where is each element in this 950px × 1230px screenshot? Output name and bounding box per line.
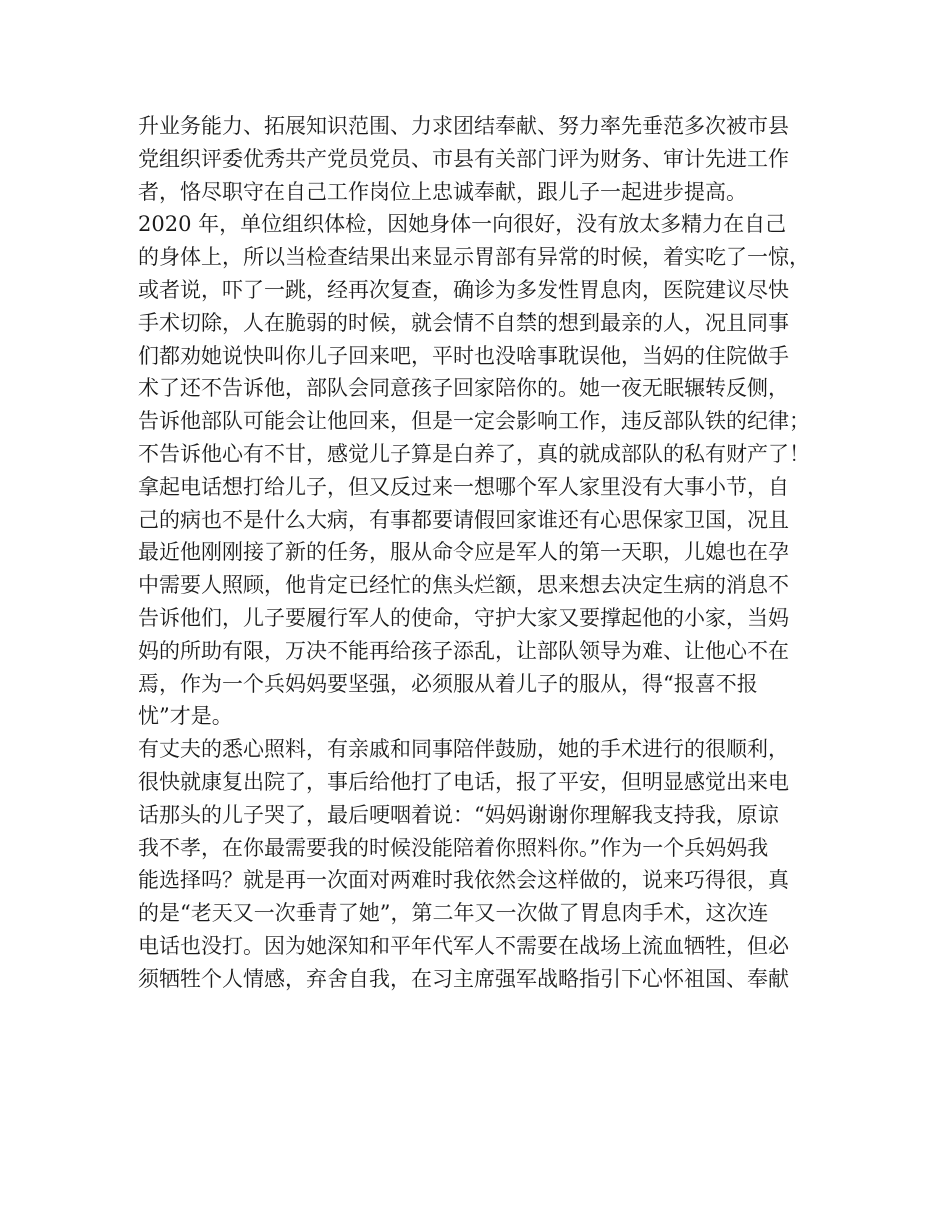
text-line: 党组织评委优秀共产党员党员、市县有关部门评为财务、审计先进工作 [138,146,789,171]
text-line: 焉，作为一个兵妈妈要坚强，必须服从着儿子的服从，得“报喜不报 [138,671,758,696]
text-line: 话那头的儿子哭了，最后哽咽着说：“妈妈谢谢你理解我支持我，原谅 [138,802,779,827]
text-line: 拿起电话想打给儿子，但又反过来一想哪个军人家里没有大事小节，自 [138,474,789,499]
text-line: 2020 年，单位组织体检，因她身体一向很好，没有放太多精力在自己 [138,212,787,237]
text-line: 有丈夫的悉心照料，有亲戚和同事陪伴鼓励，她的手术进行的很顺利， [138,737,789,762]
text-line: 电话也没打。因为她深知和平年代军人不需要在战场上流血牺牲，但必 [138,933,789,958]
text-line: 中需要人照顾，他肯定已经忙的焦头烂额，思来想去决定生病的消息不 [138,573,789,598]
text-line: 己的病也不是什么大病，有事都要请假回家谁还有心思保家卫国，况且 [138,507,789,532]
text-line: 告诉他部队可能会让他回来，但是一定会影响工作，违反部队铁的纪律； [138,409,810,434]
body-text [138,110,838,996]
text-line: 很快就康复出院了，事后给他打了电话，报了平安，但明显感觉出来电 [138,769,789,794]
text-line: 最近他刚刚接了新的任务，服从命令应是军人的第一天职，儿媳也在孕 [138,540,789,565]
text-line: 的是“老天又一次垂青了她”，第二年又一次做了胃息肉手术，这次连 [138,901,769,926]
text-line: 术了还不告诉他，部队会同意孩子回家陪你的。她一夜无眠辗转反侧， [138,376,789,401]
text-line: 手术切除，人在脆弱的时候，就会情不自禁的想到最亲的人，况且同事 [138,310,789,335]
text-line: 的身体上，所以当检查结果出来显示胃部有异常的时候，着实吃了一惊， [138,245,810,270]
text-line: 能选择吗？就是再一次面对两难时我依然会这样做的，说来巧得很，真 [138,868,789,893]
text-line: 者，恪尽职守在自己工作岗位上忠诚奉献，跟儿子一起进步提高。 [138,179,747,204]
text-line: 我不孝，在你最需要我的时候没能陪着你照料你。”作为一个兵妈妈我 [138,835,769,860]
text-line: 不告诉他心有不甘，感觉儿子算是白养了，真的就成部队的私有财产了！ [138,441,810,466]
text-line: 告诉他们，儿子要履行军人的使命，守护大家又要撑起他的小家，当妈 [138,605,789,630]
text-line: 妈的所助有限，万决不能再给孩子添乱，让部队领导为难、让他心不在 [138,638,789,663]
text-line: 须牺牲个人情感，弃舍自我，在习主席强军战略指引下心怀祖国、奉献 [138,966,789,991]
text-line: 们都劝她说快叫你儿子回来吧，平时也没啥事耽误他，当妈的住院做手 [138,343,789,368]
text-line: 或者说，吓了一跳，经再次复查，确诊为多发性胃息肉，医院建议尽快 [138,277,789,302]
text-line: 升业务能力、拓展知识范围、力求团结奉献、努力率先垂范多次被市县 [138,114,789,138]
text-line: 忧”才是。 [138,704,233,729]
